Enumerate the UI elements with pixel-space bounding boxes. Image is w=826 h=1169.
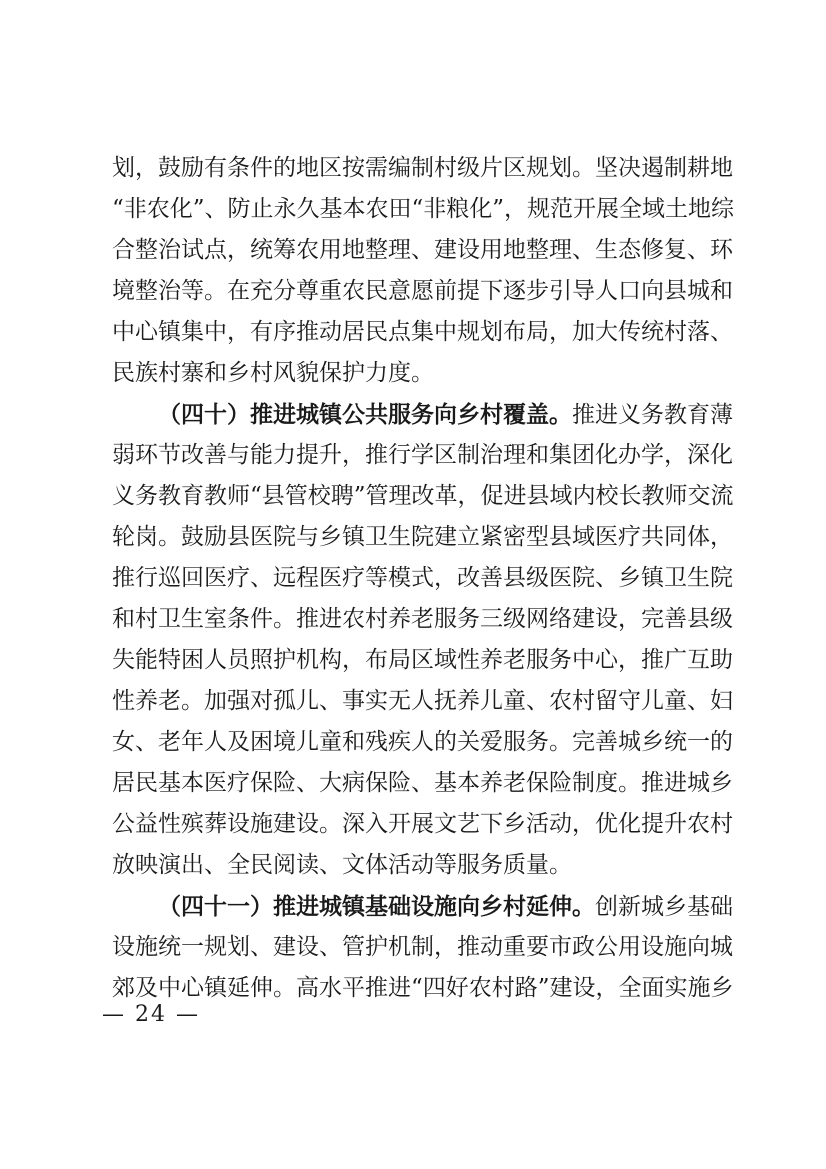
- body-line: “非农化”、防止永久基本农田“非粮化”，规范开展全域土地综: [112, 196, 735, 222]
- section-heading: （四十一）推进城镇基础设施向乡村延伸。: [158, 893, 595, 920]
- body-line: 居民基本医疗保险、大病保险、基本养老保险制度。推进城乡: [112, 770, 733, 796]
- paragraph-item-41: [112, 886, 734, 1009]
- body-line: 推行巡回医疗、远程医疗等模式，改善县级医院、乡镇卫生院: [112, 565, 733, 591]
- body-line: 公益性殡葬设施建设。深入开展文艺下乡活动，优化提升农村: [112, 811, 733, 837]
- section-heading-line: [112, 394, 733, 435]
- document-body: [112, 148, 735, 1009]
- body-line: 中心镇集中，有序推动居民点集中规划布局，加大传统村落、: [112, 319, 733, 345]
- body-line: 失能特困人员照护机构，布局区域性养老服务中心，推广互助: [112, 647, 733, 673]
- body-line: 合整治试点，统筹农用地整理、建设用地整理、生态修复、环: [112, 237, 733, 263]
- body-line: 女、老年人及困境儿童和残疾人的关爱服务。完善城乡统一的: [112, 729, 733, 755]
- paragraph-item-40: [112, 394, 734, 886]
- heading-tail-text: 推进义务教育薄: [572, 402, 733, 428]
- page-number: — 24 —: [102, 1002, 200, 1027]
- body-line: 境整治等。在充分尊重农民意愿前提下逐步引导人口向县城和: [112, 278, 733, 304]
- body-line: 设施统一规划、建设、管护机制，推动重要市政公用设施向城: [112, 934, 733, 960]
- body-line: 性养老。加强对孤儿、事实无人抚养儿童、农村留守儿童、妇: [112, 688, 733, 714]
- body-line: 郊及中心镇延伸。高水平推进“四好农村路”建设，全面实施乡: [112, 975, 734, 1001]
- body-line: 轮岗。鼓励县医院与乡镇卫生院建立紧密型县域医疗共同体，: [112, 524, 733, 550]
- section-heading-line: [112, 886, 733, 927]
- body-line: 弱环节改善与能力提升，推行学区制治理和集团化办学，深化: [112, 442, 733, 468]
- heading-tail-text: 创新城乡基础: [595, 894, 733, 920]
- body-line: 义务教育教师“县管校聘”管理改革，促进县域内校长教师交流: [112, 483, 734, 509]
- body-line: 划，鼓励有条件的地区按需编制村级片区规划。坚决遏制耕地: [112, 155, 733, 181]
- body-line: 民族村寨和乡村风貌保护力度。: [112, 360, 434, 386]
- paragraph-continuation: [112, 148, 735, 394]
- section-heading: （四十）推进城镇公共服务向乡村覆盖。: [158, 401, 572, 428]
- body-line: 和村卫生室条件。推进农村养老服务三级网络建设，完善县级: [112, 606, 733, 632]
- body-line: 放映演出、全民阅读、文体活动等服务质量。: [112, 852, 572, 878]
